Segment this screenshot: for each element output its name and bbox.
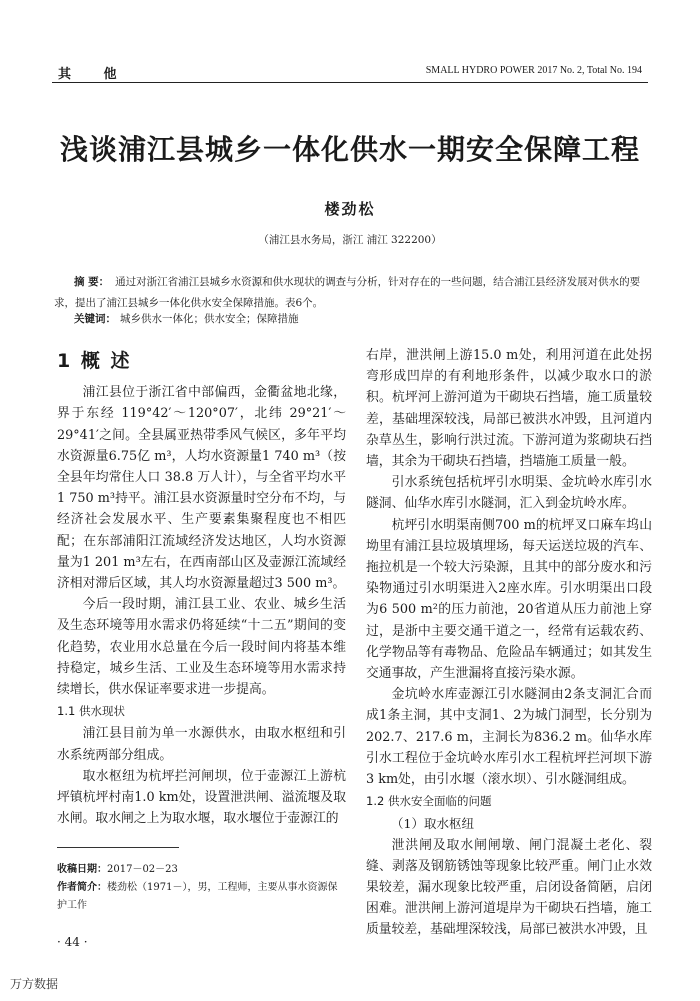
paragraph: 杭坪引水明渠南侧700 m的杭坪叉口麻车坞山坳里有浦江县垃圾填埋场，每天运送垃圾的汽车、拖拉机是一个较大污染源，且其中的部分废水和污染物通过引水明渠进入2座水库。引水明渠出口段为6 500 m²的压力前池，20省道从压力前池上穿过，是浙中主要交通干道之一，经常有运载农药、化学物品等有毒物品、危险品车辆通过；如其发生交通事故，产生泄漏将直接污染水源。 — [366, 517, 652, 682]
footnote-rule — [57, 847, 179, 848]
abstract-text: 通过对浙江省浦江县城乡水资源和供水现状的调查与分析，针对存在的一些问题，结合浦江县经济发展对供水的要求，提出了浦江县城乡一体化供水安全保障措施。表6个。 — [54, 276, 641, 309]
paragraph: 引水系统包括杭坪引水明渠、金坑岭水库引水隧洞、仙华水库引水隧洞，汇入到金坑岭水库。 — [366, 475, 652, 512]
header-rule — [52, 82, 648, 83]
article-title: 浅谈浦江县城乡一体化供水一期安全保障工程 — [59, 133, 640, 166]
subsection-heading-safety-issues: 1.2 供水安全面临的问题 — [366, 794, 492, 809]
paragraph: 泄洪闸及取水闸闸墩、闸门混凝土老化、裂缝、剥落及钢筋锈蚀等现象比较严重。闸门止水效果较差，漏水现象比较严重，启闭设备简陋，启闭困难。泄洪闸上游河道堤岸为干砌块石挡墙，施工质量较差，基础埋深较浅，局部已被洪水冲毁，且 — [366, 837, 652, 938]
keywords-label: 关键词： — [74, 313, 116, 325]
page-number: · 44 · — [57, 935, 88, 949]
paragraph: 金坑岭水库壶源江引水隧洞由2条支洞汇合而成1条主洞，其中支洞1、2为城门洞型，长分别为202.7、217.6 m，主洞长为836.2 m。仙华水库引水工程位于金坑岭水库引水工程杭坪拦河坝下游3 km处，由引水堰（滚水坝）、引水隧洞组成。 — [366, 687, 652, 788]
author-bio: 作者简介：楼劲松（1971－），男，工程师，主要从事水资源保护工作 — [57, 882, 338, 911]
paragraph: 浦江县位于浙江省中部偏西，金衢盆地北缘，界于东经 119°42′～120°07′，北纬 29°21′～29°41′之间。全县属亚热带季风气候区，多年平均水资源量6.75亿 m³，人均水资源量1 740 m³（按全县年均常住人口 38.8 万人计），与全省平均水平1 750 m³持平。浦江县水资源量时空分布不均，与经济社会发展水平、生产要素集聚程度也不相匹配；在东部浦阳江流域经济发达地区，人均水资源量为1 201 m³左右，在西南部山区及壶源江流域经济相对滞后区域，其人均水资源量超过3 500 m³。 — [57, 385, 346, 592]
watermark: 万方数据 — [10, 977, 59, 991]
paragraph: 右岸，泄洪闸上游15.0 m处，利用河道在此处拐弯形成凹岸的有利地形条件，以减少取水口的淤积。杭坪河上游河道为干砌块石挡墙，施工质量较差，基础埋深较浅，局部已被洪水冲毁，且河道内杂草丛生，影响行洪过流。下游河道为浆砌块石挡墙，其余为干砌块石挡墙，挡墙施工质量一般。 — [366, 348, 652, 470]
author-affiliation: （浦江县水务局，浙江 浦江 322200） — [258, 234, 442, 246]
paragraph: 取水枢纽为杭坪拦河闸坝，位于壶源江上游杭坪镇杭坪村南1.0 km处，设置泄洪闸、溢流堰及取水闸。取水闸之上为取水堰，取水堰位于壶源江的 — [57, 768, 346, 827]
keywords-text: 城乡供水一体化；供水安全；保障措施 — [120, 313, 299, 325]
abstract — [54, 272, 646, 314]
subheading-intake-hub: （1）取水枢纽 — [391, 816, 474, 832]
journal-header: SMALL HYDRO POWER 2017 No. 2, Total No. 194 — [425, 65, 642, 76]
subsection-heading-supply-status: 1.1 供水现状 — [57, 704, 125, 719]
author-name: 楼劲松 — [324, 200, 376, 218]
footnote — [57, 861, 347, 915]
abstract-label: 摘 要： — [74, 276, 110, 288]
section-heading-overview: 1 概 述 — [57, 350, 132, 372]
section-label: 其 他 — [58, 67, 131, 82]
paragraph: 今后一段时期，浦江县工业、农业、城乡生活及生态环境等用水需求仍将延续“十二五”期间的变化趋势，农业用水总量在今后一段时间内将基本维持稳定，城乡生活、工业及生态环境等用水需求持续增长，供水保证率要求进一步提高。 — [57, 597, 346, 698]
paragraph: 浦江县目前为单一水源供水，由取水枢纽和引水系统两部分组成。 — [57, 726, 346, 763]
left-column — [57, 345, 346, 829]
right-column — [366, 345, 652, 941]
received-date: 收稿日期：2017－02－23 — [57, 864, 178, 875]
keywords — [74, 311, 646, 326]
